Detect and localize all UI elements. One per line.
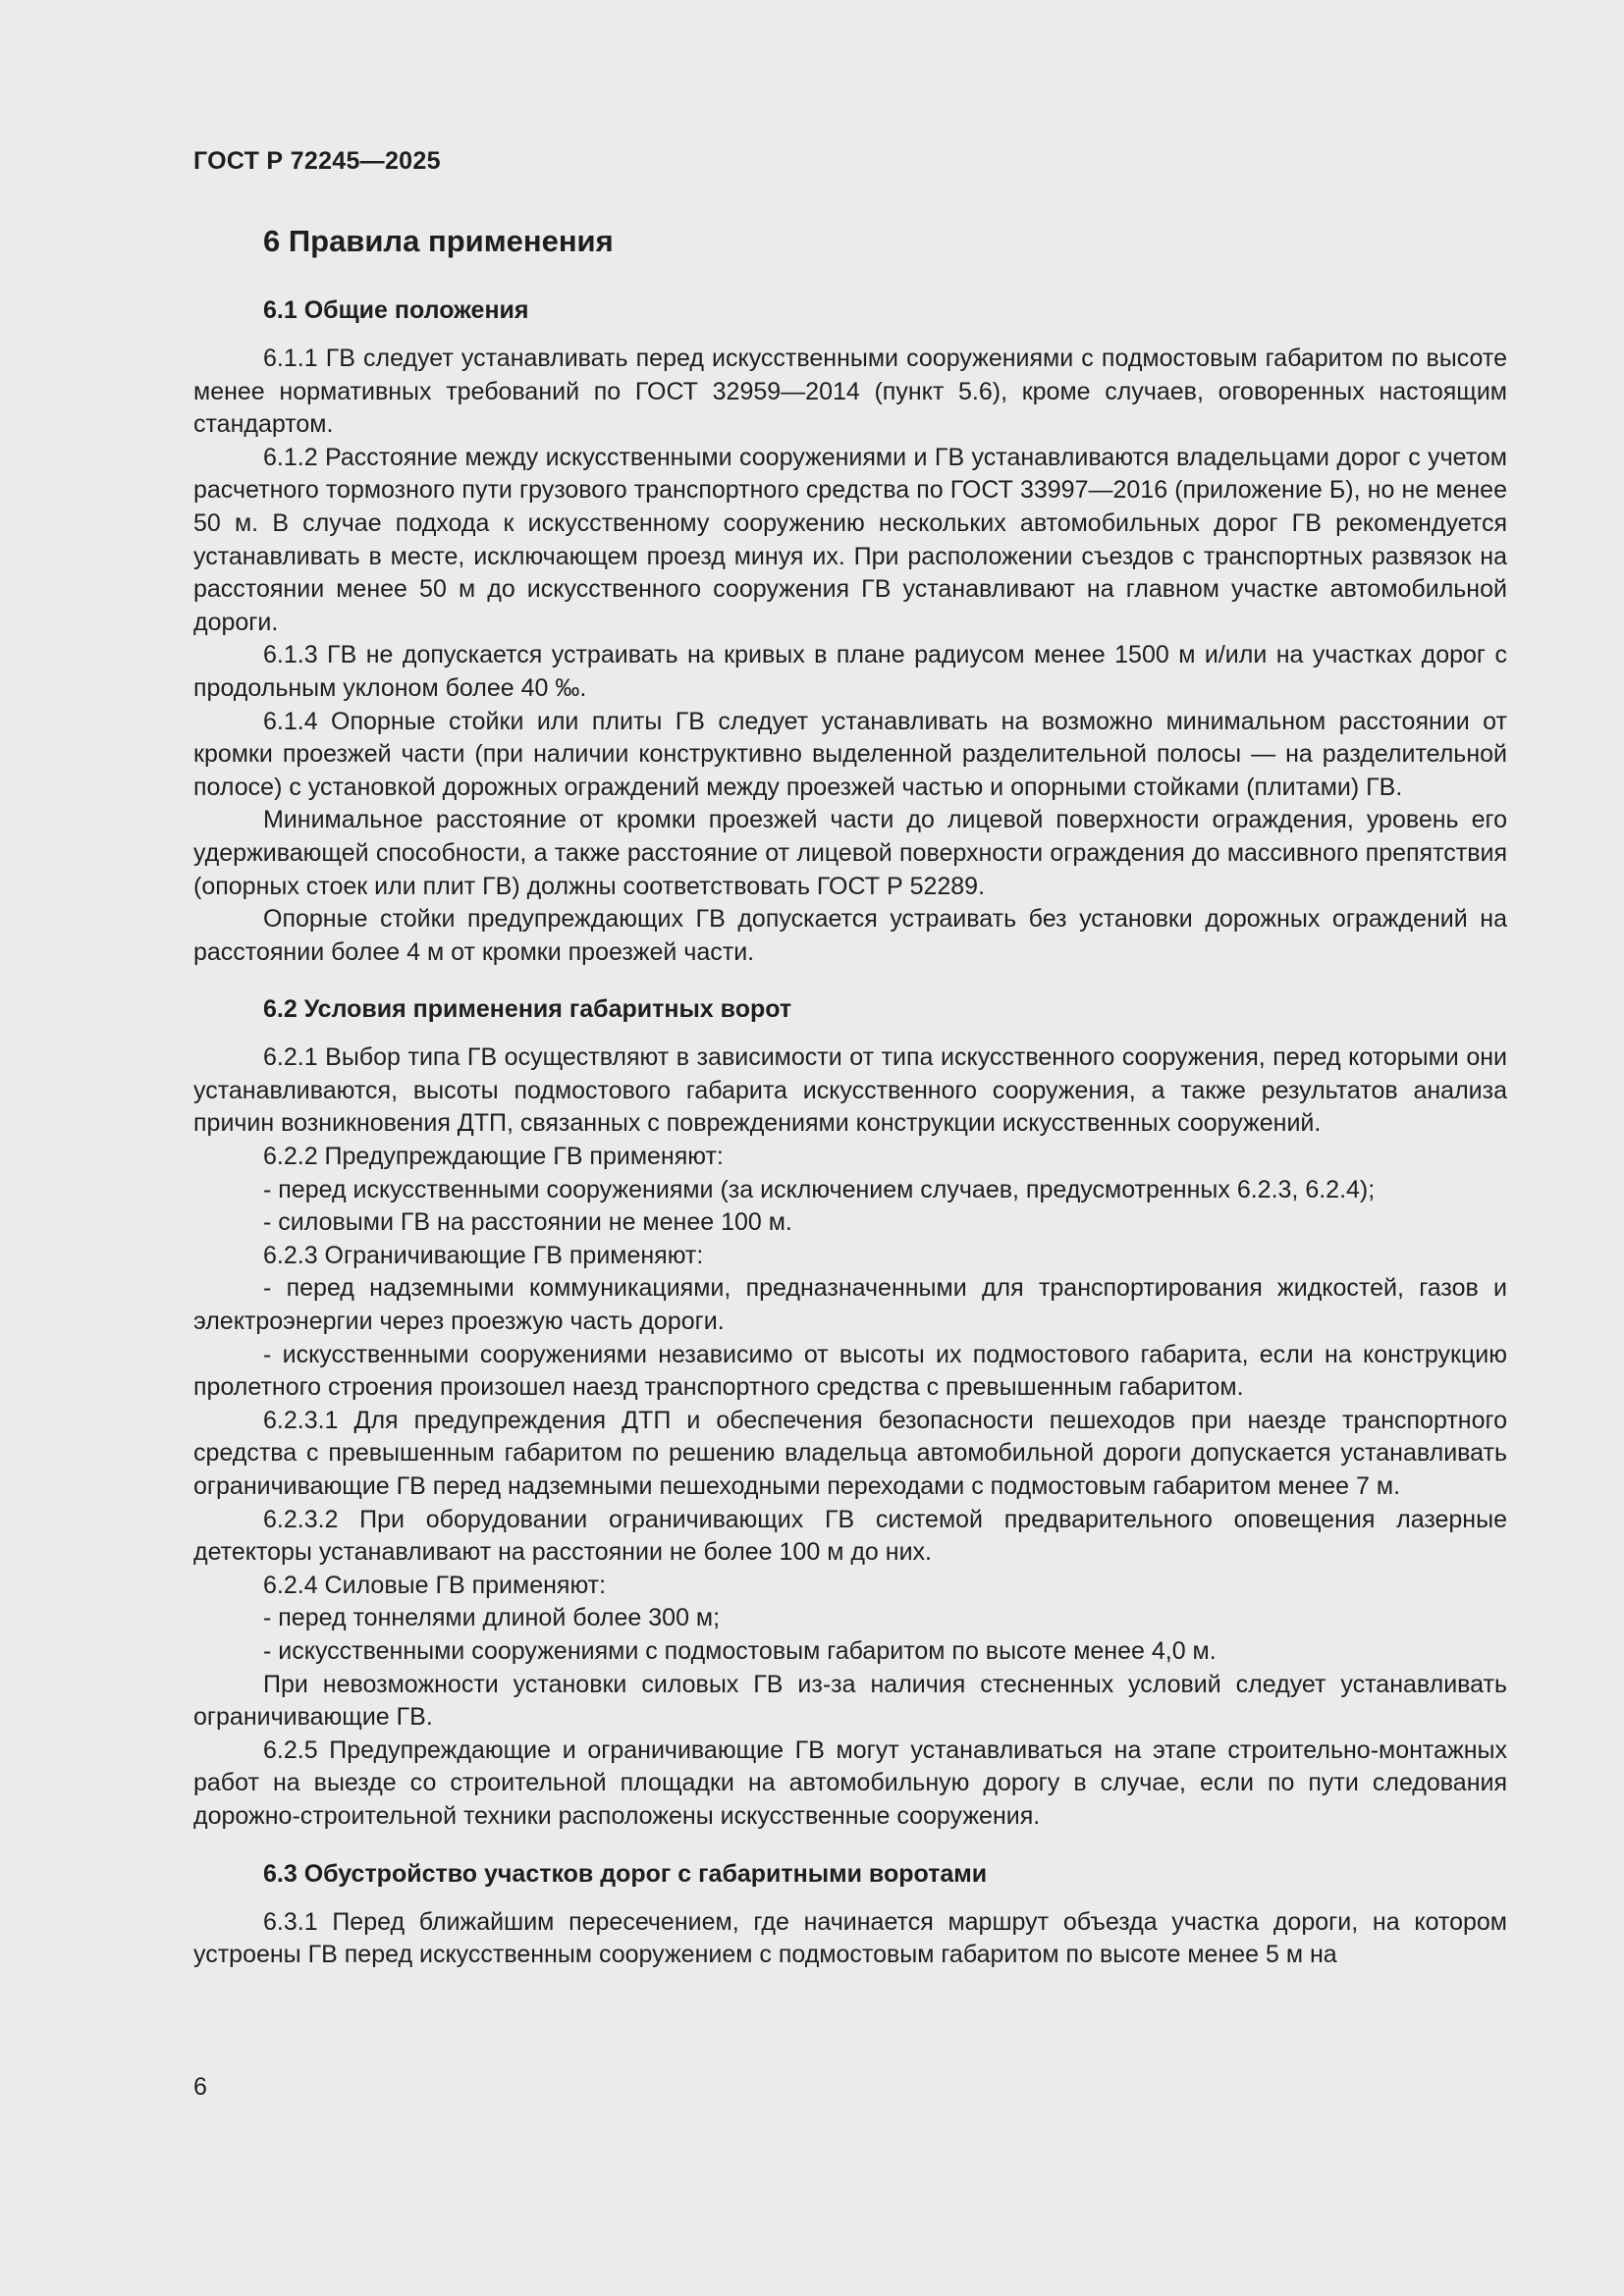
- paragraph: При невозможности установки силовых ГВ из-за наличия стесненных условий следует устанавливать ограничивающие ГВ.: [193, 1670, 1507, 1732]
- paragraph: 6.2.3.1 Для предупреждения ДТП и обеспечения безопасности пешеходов при наезде транспортного средства с превышенным габаритом по решению владельца автомобильной дороги допускается устанавливать ограничивающие ГВ перед надземными пешеходными переходами с подмостовым габаритом менее 7 м.: [193, 1406, 1507, 1500]
- subsection-title-6-1: 6.1 Общие положения: [263, 296, 529, 324]
- paragraph: 6.1.2 Расстояние между искусственными сооружениями и ГВ устанавливаются владельцами дорог с учетом расчетного тормозного пути грузового транспортного средства по ГОСТ 33997—2016 (приложение Б), но не менее 50 м. В случае подхода к искусственному сооружению нескольких автомобильных дорог ГВ рекомендуется устанавливать в месте, исключающем проезд минуя их. При расположении съездов с транспортных развязок на расстоянии менее 50 м до искусственного сооружения ГВ устанавливают на главном участке автомобильной дороги.: [193, 443, 1507, 636]
- paragraph: 6.1.4 Опорные стойки или плиты ГВ следует устанавливать на возможно минимальном расстоянии от кромки проезжей части (при наличии конструктивно выделенной разделительной полосы — на разделительной полосе) с установкой дорожных ограждений между проезжей частью и опорными стойками (плитами) ГВ.: [193, 707, 1507, 801]
- subsection-title-6-2: 6.2 Условия применения габаритных ворот: [263, 995, 792, 1024]
- list-item: - силовыми ГВ на расстоянии не менее 100 м.: [263, 1208, 792, 1237]
- list-item: - перед надземными коммуникациями, предназначенными для транспортирования жидкостей, газов и электроэнергии через проезжую часть дороги.: [193, 1274, 1507, 1336]
- list-item: - перед искусственными сооружениями (за исключением случаев, предусмотренных 6.2.3, 6.2.4);: [263, 1175, 1376, 1203]
- paragraph: 6.2.1 Выбор типа ГВ осуществляют в зависимости от типа искусственного сооружения, перед которыми они устанавливаются, высоты подмостового габарита искусственного сооружения, а также результатов анализа причин возникновения ДТП, связанных с повреждениями конструкции искусственных сооружений.: [193, 1043, 1507, 1138]
- document-id-header: ГОСТ Р 72245—2025: [193, 147, 441, 175]
- paragraph: 6.1.3 ГВ не допускается устраивать на кривых в плане радиусом менее 1500 м и/или на участках дорог с продольным уклоном более 40 ‰.: [193, 641, 1507, 702]
- paragraph: 6.2.3 Ограничивающие ГВ применяют:: [263, 1241, 704, 1269]
- page-content: [193, 221, 1507, 1972]
- paragraph: 6.1.1 ГВ следует устанавливать перед искусственными сооружениями с подмостовым габаритом по высоте менее нормативных требований по ГОСТ 32959—2014 (пункт 5.6), кроме случаев, оговоренных настоящим стандартом.: [193, 345, 1507, 439]
- list-item: - искусственными сооружениями независимо от высоты их подмостового габарита, если на конструкцию пролетного строения произошел наезд транспортного средства с превышенным габаритом.: [193, 1340, 1507, 1402]
- list-item: - перед тоннелями длиной более 300 м;: [263, 1604, 721, 1632]
- paragraph: 6.2.4 Силовые ГВ применяют:: [263, 1571, 607, 1599]
- paragraph: Опорные стойки предупреждающих ГВ допускается устраивать без установки дорожных ограждений на расстоянии более 4 м от кромки проезжей части.: [193, 905, 1507, 966]
- paragraph: 6.3.1 Перед ближайшим пересечением, где начинается маршрут объезда участка дороги, на котором устроены ГВ перед искусственным сооружением с подмостовым габаритом по высоте менее 5 м на: [193, 1907, 1507, 1969]
- paragraph: 6.2.5 Предупреждающие и ограничивающие ГВ могут устанавливаться на этапе строительно-монтажных работ на выезде со строительной площадки на автомобильную дорогу в случае, если по пути следования дорожно-строительной техники расположены искусственные сооружения.: [193, 1735, 1507, 1830]
- list-item: - искусственными сооружениями с подмостовым габаритом по высоте менее 4,0 м.: [263, 1636, 1217, 1665]
- paragraph: 6.2.2 Предупреждающие ГВ применяют:: [263, 1143, 724, 1171]
- page-number: 6: [193, 2073, 207, 2101]
- paragraph: 6.2.3.2 При оборудовании ограничивающих ГВ системой предварительного оповещения лазерные детекторы устанавливают на расстоянии не более 100 м до них.: [193, 1505, 1507, 1567]
- subsection-title-6-3: 6.3 Обустройство участков дорог с габаритными воротами: [263, 1859, 988, 1888]
- paragraph: Минимальное расстояние от кромки проезжей части до лицевой поверхности ограждения, уровень его удерживающей способности, а также расстояние от лицевой поверхности ограждения до массивного препятствия (опорных стоек или плит ГВ) должны соответствовать ГОСТ Р 52289.: [193, 806, 1507, 900]
- section-title: 6 Правила применения: [263, 224, 614, 258]
